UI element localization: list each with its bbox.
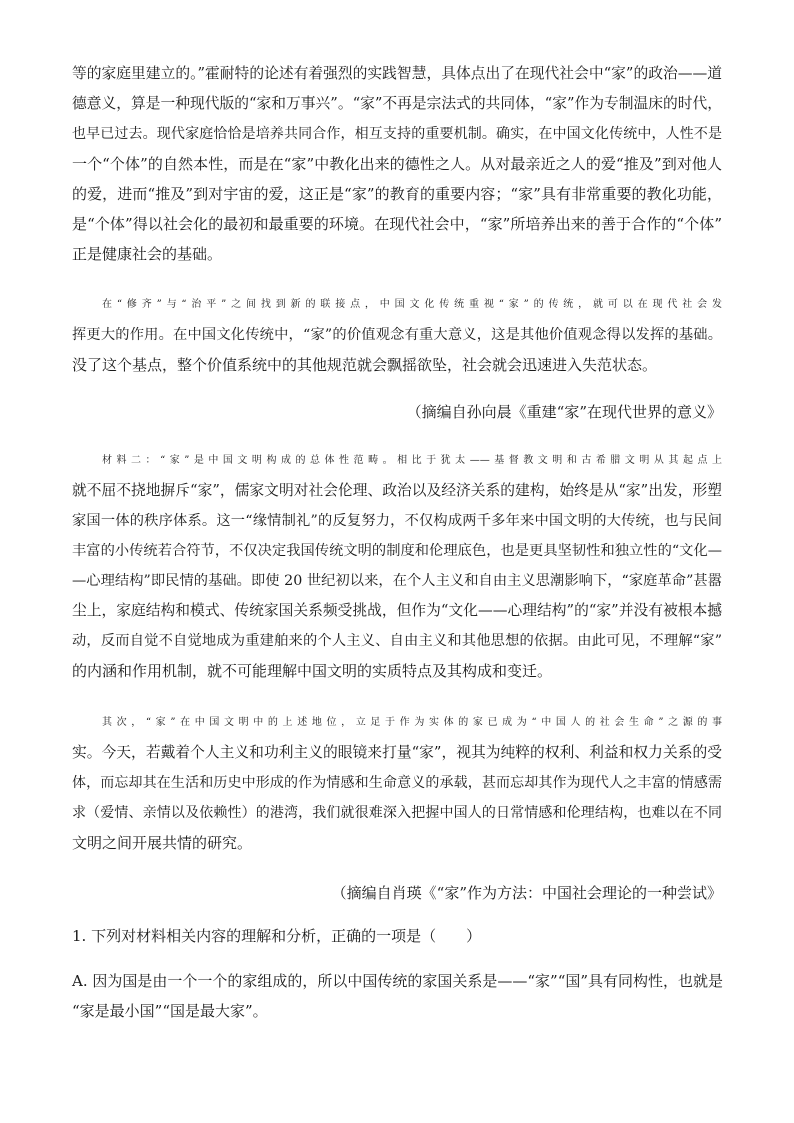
text-line: 等的家庭里建立的。”霍耐特的论述有着强烈的实践智慧，具体点出了在现代社会中“家”的政治——道 bbox=[72, 65, 722, 82]
text-line: 体，而忘却其在生活和历史中形成的作为情感和生命意义的承载，甚而忘却其作为现代人之丰富的情感需 bbox=[72, 775, 722, 791]
text-line: 丰富的小传统若合符节，不仅决定我国传统文明的制度和伦理底色，也是更具坚韧性和独立性的“文化— bbox=[72, 543, 722, 559]
text-line: “家是最小国”“国是最大家”。 bbox=[72, 1002, 268, 1020]
text-line: 求（爱情、亲情以及依赖性）的港湾，我们就很难深入把握中国人的日常情感和伦理结构，也难以在不同 bbox=[72, 805, 722, 821]
text-line: 是“个体”得以社会化的最初和最重要的环境。在现代社会中，“家”所培养出来的善于合作的“个体” bbox=[72, 215, 722, 233]
option-a bbox=[72, 966, 722, 1026]
text-line: A. 因为国是由一个一个的家组成的，所以中国传统的家国关系是——“家”“国”具有同构性，也就是 bbox=[72, 972, 724, 990]
text-line: 也早已过去。现代家庭恰恰是培养共同合作，相互支持的重要机制。确实，在中国文化传统中，人性不是 bbox=[72, 126, 722, 142]
text-line: 其次，“家”在中国文明中的上述地位，立足于作为实体的家已成为“中国人的社会生命”之源的事 bbox=[102, 717, 722, 728]
text-line: 实。今天，若戴着个人主义和功利主义的眼镜来打量“家”，视其为纯粹的权利、利益和权力关系的受 bbox=[72, 744, 722, 761]
text-line: 尘上，家庭结构和模式、传统家国关系频受挑战，但作为“文化——心理结构”的“家”并没有被根本撼 bbox=[72, 602, 722, 619]
source-citation-2: （摘编自肖瑛《“家”作为方法：中国社会理论的一种尝试》 bbox=[331, 884, 722, 902]
text-line: —心理结构”即民情的基础。即使 20 世纪初以来，在个人主义和自由主义思潮影响下，“家庭革命”甚嚣 bbox=[72, 573, 722, 589]
paragraph-2 bbox=[72, 290, 722, 380]
text-line: 正是健康社会的基础。 bbox=[72, 245, 223, 263]
text-line: 在“修齐”与“治平”之间找到新的联接点，中国文化传统重视“家”的传统，就可以在现代社会发 bbox=[102, 299, 722, 310]
text-line: 没了这个基点，整个价值系统中的其他规范就会飘摇欲坠，社会就会迅速进入失范状态。 bbox=[72, 356, 658, 374]
question-1: 1. 下列对材料相关内容的理解和分析，正确的一项是（ ） bbox=[72, 927, 482, 945]
text-line: 就不屈不挠地摒斥“家”，儒家文明对社会伦理、政治以及经济关系的建构，始终是从“家”出发，形塑 bbox=[72, 482, 722, 499]
text-line: 一个“个体”的自然本性，而是在“家”中教化出来的德性之人。从对最亲近之人的爱“推及”到对他人 bbox=[72, 155, 722, 173]
text-line: 家国一体的秩序体系。这一“缘情制礼”的反复努力，不仅构成两千多年来中国文明的大传统，也与民间 bbox=[72, 513, 722, 529]
text-line: 动，反而自觉不自觉地成为重建舶来的个人主义、自由主义和其他思想的依据。由此可见，不理解“家” bbox=[72, 633, 722, 649]
paragraph-3 bbox=[72, 446, 722, 686]
text-line: 的爱，进而“推及”到对宇宙的爱，这正是“家”的教育的重要内容；“家”具有非常重要的教化功能， bbox=[72, 185, 722, 203]
paragraph-4 bbox=[72, 708, 722, 858]
text-line: 挥更大的作用。在中国文化传统中，“家”的价值观念有重大意义，这是其他价值观念得以发挥的基础。 bbox=[72, 327, 722, 343]
text-line: 的内涵和作用机制，就不可能理解中国文明的实质特点及其构成和变迁。 bbox=[72, 662, 553, 680]
text-line: 文明之间开展共情的研究。 bbox=[72, 834, 253, 852]
text-line: 材料二：“家”是中国文明构成的总体性范畴。相比于犹太——基督教文明和古希腊文明从其起点上 bbox=[102, 455, 722, 466]
source-citation-1: （摘编自孙向晨《重建“家”在现代世界的意义》 bbox=[406, 403, 722, 421]
text-line: 德意义，算是一种现代版的“家和万事兴”。“家”不再是宗法式的共同体，“家”作为专制温床的时代， bbox=[72, 95, 722, 112]
paragraph-1 bbox=[72, 59, 722, 269]
